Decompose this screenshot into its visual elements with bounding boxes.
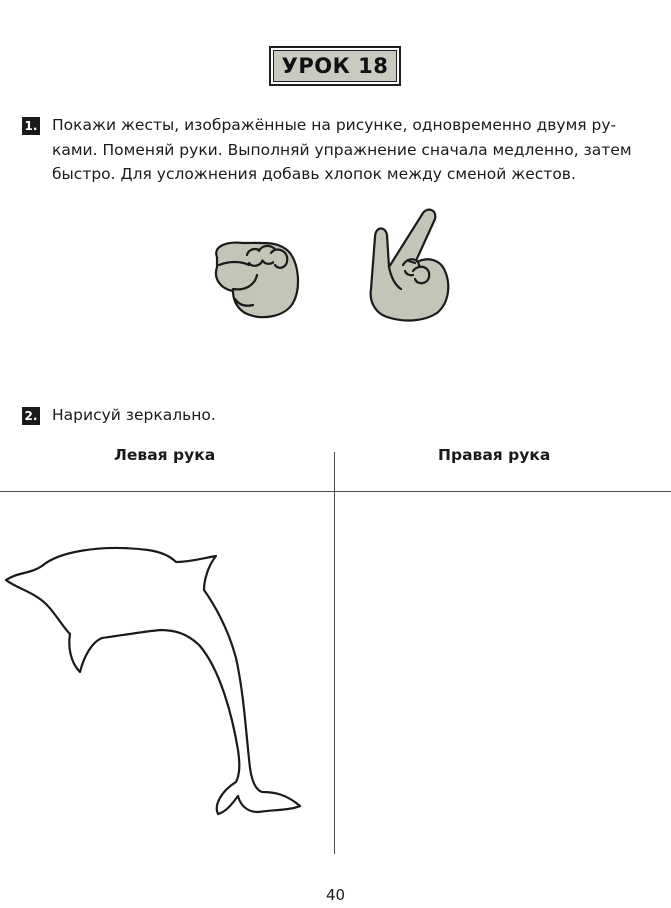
page-number: 40	[325, 886, 346, 904]
horns-gesture-icon	[371, 210, 449, 321]
task-2-text: Нарисуй зеркально.	[52, 406, 216, 424]
hand-gestures-illustration	[205, 205, 465, 330]
column-divider-line	[334, 452, 335, 854]
right-hand-column-header: Правая рука	[438, 446, 551, 464]
task-2-number: 2.	[22, 407, 40, 425]
dolphin-outline	[0, 538, 310, 838]
left-hand-column-header: Левая рука	[114, 446, 216, 464]
fist-gesture-icon	[216, 243, 298, 317]
lesson-title: УРОК 18	[281, 54, 389, 78]
task-1-text-line-3: быстро. Для усложнения добавь хлопок между сменой жестов.	[52, 165, 576, 183]
task-1-text-line-1: Покажи жесты, изображённые на рисунке, одновременно двумя ру-	[52, 116, 617, 134]
dolphin-outline-path	[6, 548, 300, 814]
lesson-title-box	[269, 46, 401, 86]
header-divider-line	[0, 491, 671, 492]
task-1-text-line-2: ками. Поменяй руки. Выполняй упражнение сначала медленно, затем	[52, 141, 632, 159]
task-1-number: 1.	[22, 117, 40, 135]
